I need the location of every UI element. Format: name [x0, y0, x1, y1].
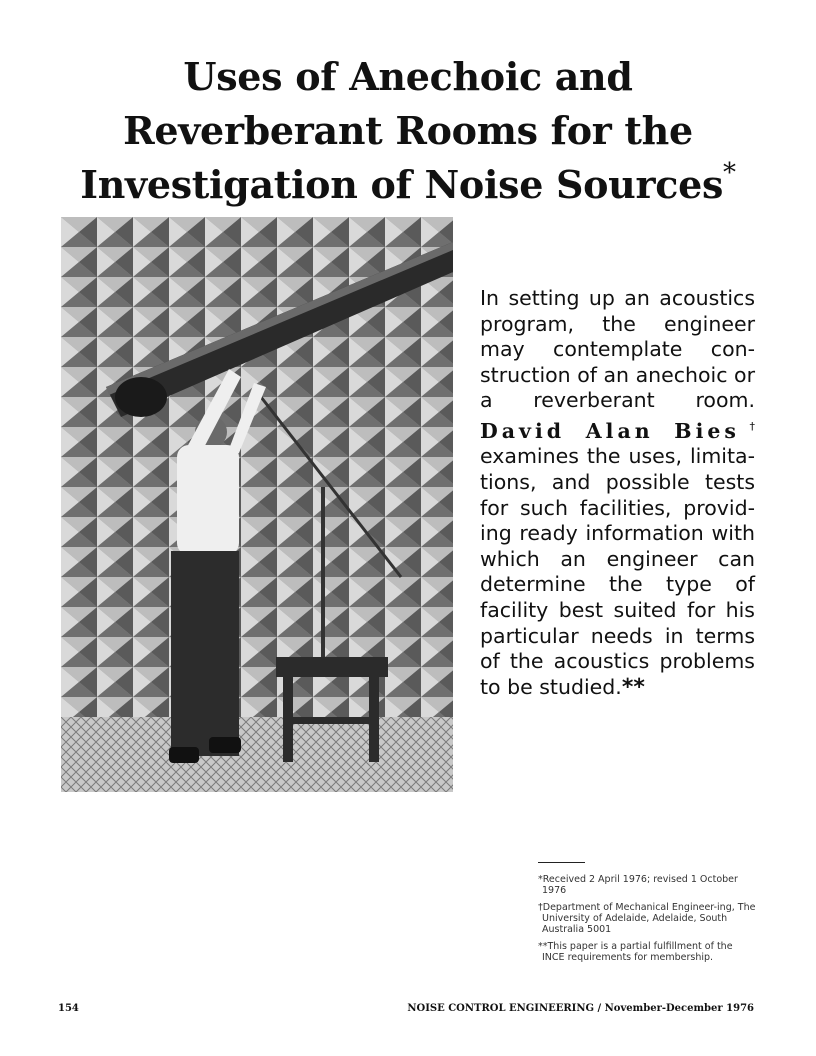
membership-footnote-marker: ** [621, 674, 645, 700]
footnote-divider [538, 862, 585, 863]
title-line-1: Uses of Anechoic and [183, 54, 633, 99]
journal-footer: NOISE CONTROL ENGINEERING / November-December 1976 [407, 1003, 754, 1014]
author-footnote-marker: † [739, 419, 755, 433]
title-line-3 [30, 158, 786, 212]
author-name: David Alan Bies [480, 418, 740, 443]
footnote-affiliation: †Department of Mechanical Engineer-ing, The University of Adelaide, Adelaide, South Australia 5001 [538, 902, 756, 935]
abstract-text-body: examines the uses, limita-tions, and possible tests for such facilities, provid-ing ready information with which an engineer can determine the type of facility best suited for his particular needs in terms of the acoustics problems to be studied. [480, 444, 755, 699]
footnotes [538, 874, 756, 969]
title-footnote-marker: * [723, 158, 736, 188]
anechoic-room-photo [61, 217, 453, 792]
footnote-membership: **This paper is a partial fulfillment of the INCE requirements for membership. [538, 941, 733, 963]
title-line-2: Reverberant Rooms for the [123, 108, 693, 153]
abstract [480, 286, 755, 700]
title-line-3-text: Investigation of Noise Sources [80, 162, 724, 207]
footnote-received: *Received 2 April 1976; revised 1 October 1976 [538, 874, 738, 896]
page-number: 154 [58, 1003, 79, 1014]
abstract-text-lead: In setting up an acoustics program, the engineer may contemplate con-struction of an anechoic or a reverberant room. [480, 286, 755, 413]
article-title [30, 50, 786, 212]
